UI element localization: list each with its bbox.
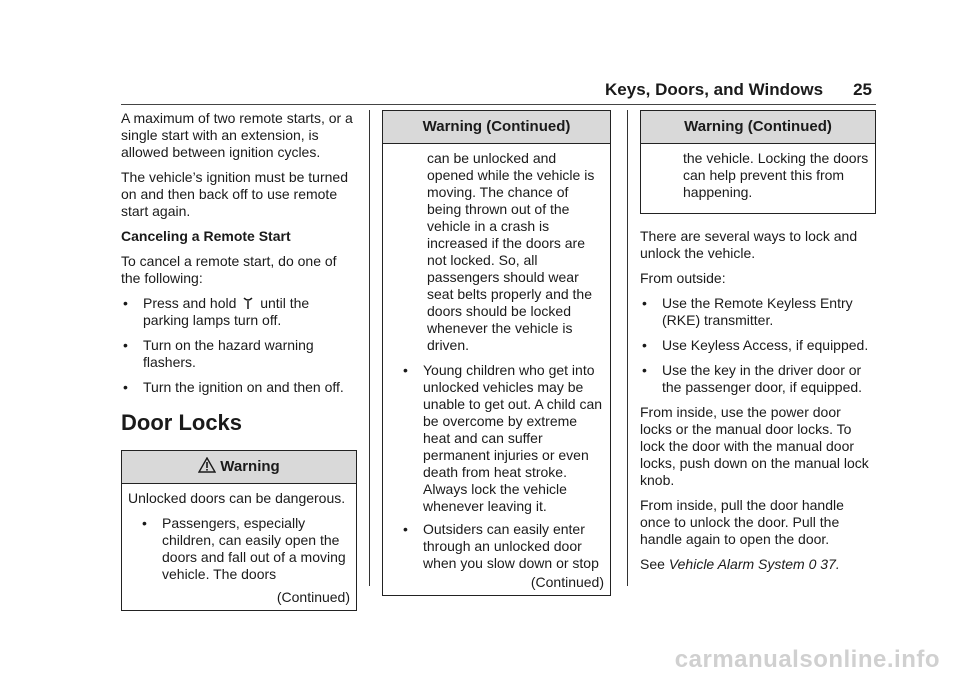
reference-link[interactable]: Vehicle Alarm System bbox=[668, 556, 805, 572]
bullet: • bbox=[123, 337, 128, 353]
column-divider bbox=[627, 110, 628, 586]
paragraph: From inside, pull the door handle once to unlock the door. Pull the handle again to open the door. bbox=[640, 497, 844, 547]
column-1 bbox=[121, 110, 357, 611]
warning-box bbox=[121, 450, 357, 611]
subheading: Canceling a Remote Start bbox=[121, 228, 291, 244]
bullet: • bbox=[403, 362, 408, 378]
list-item: • Press and hold until the parking lamps turn off. bbox=[123, 295, 310, 328]
list-item: • Young children who get into unlocked vehicles may be unable to get out. A child can be overcome by extreme heat and can suffer permanent injuries or even death from heat stroke. Always lock the vehicle whenever leaving it. bbox=[403, 362, 603, 514]
warning-header: Warning (Continued) bbox=[641, 111, 875, 144]
warning-header: Warning (Continued) bbox=[383, 111, 610, 144]
paragraph: Unlocked doors can be dangerous. bbox=[128, 490, 346, 506]
warning-body bbox=[122, 484, 356, 610]
list-item: • Use Keyless Access, if equipped. bbox=[642, 337, 869, 353]
list-item: • Passengers, especially children, can easily open the doors and fall out of a moving vehicle. The doors bbox=[142, 515, 346, 582]
paragraph: To cancel a remote start, do one of the following: bbox=[121, 253, 337, 286]
paragraph: From outside: bbox=[640, 270, 726, 286]
bullet: • bbox=[642, 295, 647, 311]
column-3 bbox=[640, 110, 876, 581]
continued-label: (Continued) bbox=[276, 589, 350, 605]
paragraph: From inside, use the power door locks or the manual door locks. To lock the door with the manual door locks, push down on the manual lock knob. bbox=[640, 404, 869, 488]
bullet: • bbox=[642, 362, 647, 378]
column-2 bbox=[382, 110, 611, 596]
warning-header: Warning bbox=[122, 451, 356, 484]
bullet: • bbox=[403, 521, 408, 537]
paragraph: can be unlocked and opened while the vehicle is moving. The chance of being thrown out of the vehicle in a crash is increased if the doors are not locked. So, all passengers should wear seat belts properly and the doors should be locked whenever the vehicle is driven. bbox=[427, 150, 595, 353]
remote-start-icon bbox=[242, 296, 254, 310]
warning-box bbox=[640, 110, 876, 214]
cross-reference: See Vehicle Alarm System 0 37. bbox=[640, 556, 840, 572]
section-heading: Door Locks bbox=[121, 410, 243, 435]
warning-icon bbox=[198, 457, 216, 473]
warning-body bbox=[383, 144, 610, 595]
bullet: • bbox=[123, 295, 128, 311]
reference-page: 37 bbox=[820, 556, 836, 572]
bullet: • bbox=[123, 379, 128, 395]
list-item: • Outsiders can easily enter through an unlocked door when you slow down or stop bbox=[403, 521, 599, 571]
continued-label: (Continued) bbox=[530, 574, 604, 590]
paragraph: The vehicle’s ignition must be turned on and then back off to use remote start again. bbox=[121, 169, 348, 219]
warning-box bbox=[382, 110, 611, 596]
paragraph: A maximum of two remote starts, or a single start with an extension, is allowed between ignition cycles. bbox=[121, 110, 353, 160]
bullet: • bbox=[642, 337, 647, 353]
page-number: 25 bbox=[853, 80, 872, 99]
warning-body bbox=[641, 144, 875, 213]
page-header bbox=[605, 80, 872, 100]
list-item: • Use the Remote Keyless Entry (RKE) transmitter. bbox=[642, 295, 853, 328]
list-item: • Turn on the hazard warning flashers. bbox=[123, 337, 314, 370]
paragraph: There are several ways to lock and unlock the vehicle. bbox=[640, 228, 858, 261]
list-item: • Use the key in the driver door or the passenger door, if equipped. bbox=[642, 362, 863, 395]
page-arrow-glyph: 0 bbox=[808, 556, 817, 572]
column-divider bbox=[369, 110, 370, 586]
watermark: carmanualsonline.info bbox=[674, 646, 940, 673]
paragraph: the vehicle. Locking the doors can help prevent this from happening. bbox=[683, 150, 869, 200]
bullet: • bbox=[142, 515, 147, 531]
section-title: Keys, Doors, and Windows bbox=[605, 80, 824, 99]
list-item: • Turn the ignition on and then off. bbox=[123, 379, 344, 395]
header-rule bbox=[121, 104, 876, 105]
